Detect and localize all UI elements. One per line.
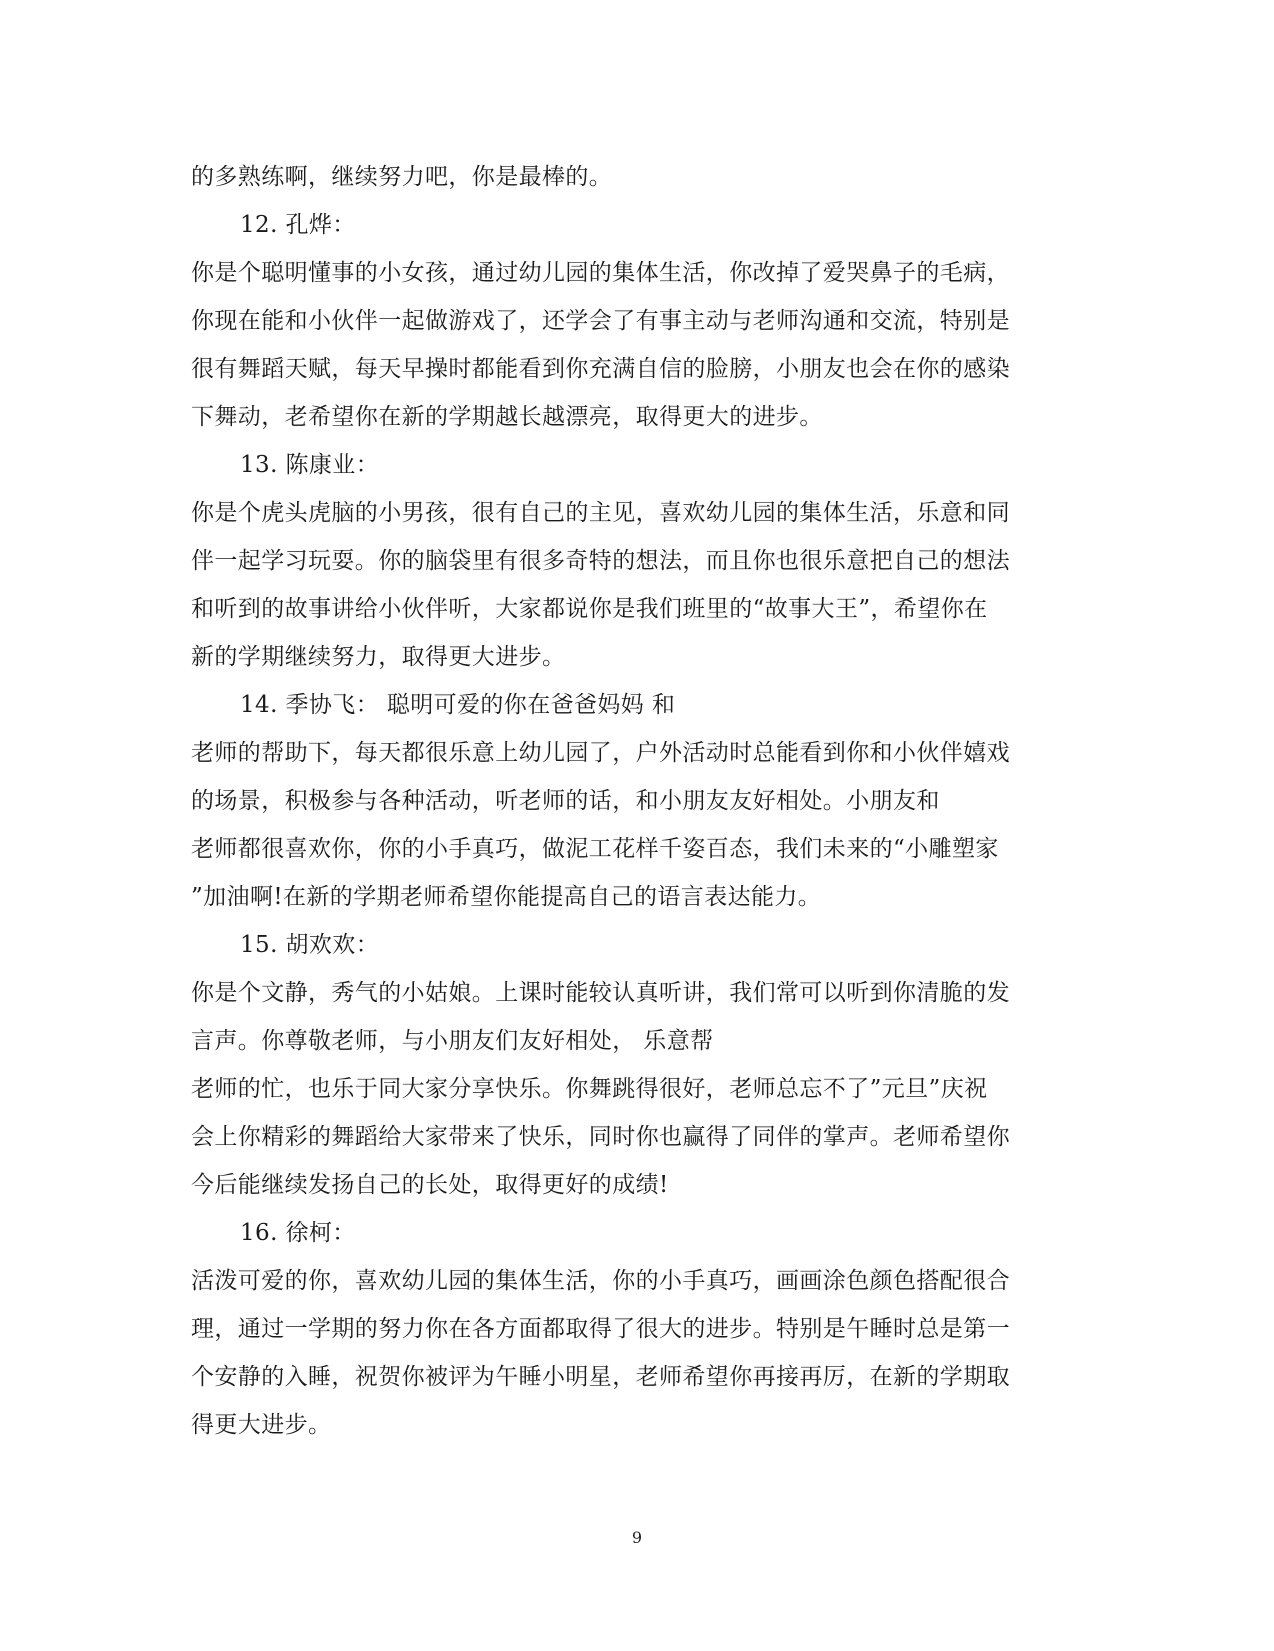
student-heading: 12. 孔烨：: [240, 212, 356, 238]
paragraph-line: 你现在能和小伙伴一起做游戏了，还学会了有事主动与老师沟通和交流，特别是: [191, 308, 1010, 334]
student-heading: 13. 陈康业：: [240, 452, 380, 478]
paragraph-line: 的多熟练啊，继续努力吧，你是最棒的。: [191, 164, 613, 190]
paragraph-line: 和听到的故事讲给小伙伴听，大家都说你是我们班里的“故事大王”，希望你在: [191, 596, 988, 622]
paragraph-line: 老师都很喜欢你，你的小手真巧，做泥工花样千姿百态，我们未来的“小雕塑家: [191, 836, 999, 862]
paragraph-line: 老师的忙，也乐于同大家分享快乐。你舞跳得很好，老师总忘不了”元旦”庆祝: [191, 1076, 988, 1102]
page-number: 9: [631, 1528, 643, 1547]
paragraph-line: 会上你精彩的舞蹈给大家带来了快乐，同时你也赢得了同伴的掌声。老师希望你: [191, 1124, 1010, 1150]
paragraph-line: 的场景，积极参与各种活动，听老师的话，和小朋友友好相处。小朋友和: [191, 788, 940, 814]
paragraph-line: 今后能继续发扬自己的长处，取得更好的成绩!: [191, 1172, 669, 1198]
paragraph-line: 活泼可爱的你，喜欢幼儿园的集体生活，你的小手真巧，画画涂色颜色搭配很合: [191, 1268, 1010, 1294]
paragraph-line: 你是个虎头虎脑的小男孩，很有自己的主见，喜欢幼儿园的集体生活，乐意和同: [191, 500, 1010, 526]
paragraph-line: ”加油啊!在新的学期老师希望你能提高自己的语言表达能力。: [191, 884, 822, 910]
paragraph-line: 老师的帮助下，每天都很乐意上幼儿园了，户外活动时总能看到你和小伙伴嬉戏: [191, 740, 1010, 766]
paragraph-line: 新的学期继续努力，取得更大进步。: [191, 644, 566, 670]
paragraph-line: 你是个文静，秀气的小姑娘。上课时能较认真听讲，我们常可以听到你清脆的发: [191, 980, 1010, 1006]
student-heading: 14. 季协飞： 聪明可爱的你在爸爸妈妈 和: [240, 692, 676, 718]
paragraph-line: 很有舞蹈天赋，每天早操时都能看到你充满自信的脸膀，小朋友也会在你的感染: [191, 356, 1010, 382]
paragraph-line: 你是个聪明懂事的小女孩，通过幼儿园的集体生活，你改掉了爱哭鼻子的毛病，: [191, 260, 1010, 286]
student-heading: 15. 胡欢欢：: [240, 932, 380, 958]
paragraph-line: 个安静的入睡，祝贺你被评为午睡小明星，老师希望你再接再厉，在新的学期取: [191, 1364, 1010, 1390]
paragraph-line: 得更大进步。: [191, 1412, 332, 1438]
paragraph-line: 伴一起学习玩耍。你的脑袋里有很多奇特的想法，而且你也很乐意把自己的想法: [191, 548, 1010, 574]
student-heading: 16. 徐柯：: [240, 1220, 356, 1246]
paragraph-line: 言声。你尊敬老师，与小朋友们友好相处， 乐意帮: [191, 1028, 714, 1054]
paragraph-line: 理，通过一学期的努力你在各方面都取得了很大的进步。特别是午睡时总是第一: [191, 1316, 1010, 1342]
paragraph-line: 下舞动，老希望你在新的学期越长越漂亮，取得更大的进步。: [191, 404, 823, 430]
